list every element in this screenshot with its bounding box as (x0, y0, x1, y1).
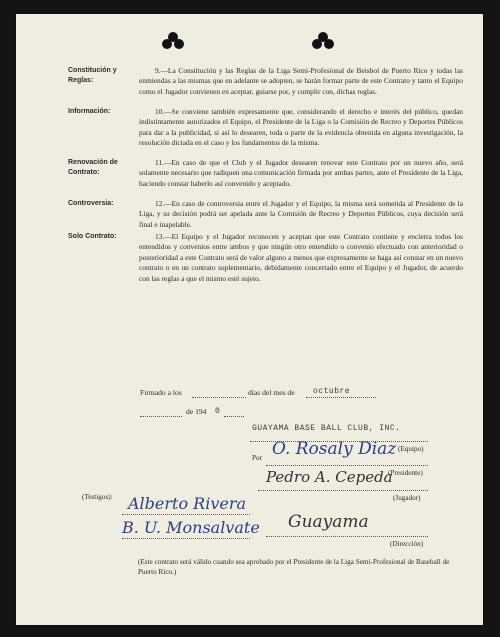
por-label: Por (252, 454, 262, 462)
contract-page (16, 14, 483, 625)
clause-text: 10.—Se conviene también expresamente que, considerando el derecho e interés del público, quedan indistintamente autorizados el Equipo, el Presidente de la Liga o la Comisión de Recreo y Deportes Públicos para dar a la publicidad, si así lo desearen, toda o parte de la evidencia obtenida en alguna investigación, la resolución dictada en el caso y los fundamentos de la misma. (139, 107, 463, 148)
clause-text: 13.—El Equipo y el Jugador reconocen y aceptan que este Contrato contiene y encierra todos los entendidos y convenios entre ambos y que ningún otro entendido o convenio efectuado con anterioridad o posterioridad a este Contrato será de valor alguno a menos que expresamente se haga así constar en un nuevo contrato o en un contrato suplementario, debidamente concertado entre el Equipo y el Jugador, de acuerdo con las reglas a que el mismo esté sujeto. (139, 232, 463, 283)
clause-text: 9.—La Constitución y las Reglas de la Liga Semi-Profesional de Beisbol de Puerto Rico y todas las enmiendas a las mismas que en adelante se adopten, se harán formar parte de este Contrato y tanto el Equipo como el Jugador convienen en aceptar, guiarse por, y cumplir con, dichas reglas. (139, 66, 463, 96)
validity-footnote: (Este contrato será válido cuando sea aprobado por el Presidente de la Liga Semi-Profesional de Baseball de Puerto Rico.) (138, 558, 450, 576)
player-line (258, 490, 428, 491)
clause-label: Información: (68, 108, 111, 115)
place-blank (140, 416, 182, 417)
presidente-label: (Presidente) (388, 469, 423, 477)
witness2-line (122, 538, 250, 539)
team-typed-name: GUAYAMA BASE BALL CLUB, INC. (252, 424, 401, 433)
address-signature: Guayama (288, 512, 369, 532)
direccion-label: (Dirección) (390, 540, 424, 548)
month-blank (306, 397, 376, 398)
year-digit: 0 (215, 407, 221, 416)
binder-hole-left (162, 32, 184, 52)
year-label: de 194 (186, 407, 207, 416)
clause-label: Controversia: (68, 200, 114, 207)
jugador-label: (Jugador) (393, 494, 421, 502)
president-signature: O. Rosaly Diaz (272, 439, 397, 459)
binder-hole-right (312, 32, 334, 52)
testigos-label: (Testigos): (82, 493, 113, 501)
firmado-label: Firmado a los (140, 388, 182, 397)
clause-controversia (68, 199, 463, 230)
day-blank (192, 397, 246, 398)
clause-label: Renovación de Contrato: (68, 159, 118, 177)
year-blank (224, 416, 244, 417)
month-value: octubre (313, 387, 351, 396)
clause-constitucion (68, 66, 463, 97)
clause-text: 11.—En caso de que el Club y el Jugador desearen renovar este Contrato por un nuevo año, será solamente necesario que radiquen una comunicación firmada por ambas partes, ante el Presidente de la Liga, haciendo constar haberlo así convenido y aceptado. (139, 158, 463, 188)
president-line (266, 465, 428, 466)
equipo-label: (Equipo) (398, 445, 424, 453)
clause-informacion (68, 107, 463, 149)
witness2-signature: B. U. Monsalvate (122, 518, 260, 537)
address-line (266, 536, 428, 537)
player-signature: Pedro A. Cepeda (266, 468, 393, 486)
clause-solo-contrato (68, 232, 463, 284)
witness1-signature: Alberto Rivera (128, 494, 247, 513)
dias-label: días del mes de (248, 388, 295, 397)
clause-label: Solo Contrato: (68, 233, 117, 240)
clause-text: 12.—En caso de controversia entre el Jugador y el Equipo, la misma será sometida al Presidente de la Liga, y su decisión podrá ser apelada ante la Comisión de Recreo y Deportes Públicos, cuya decisión será final e inapelable. (139, 199, 463, 229)
clause-label: Constitución y Reglas: (68, 67, 117, 85)
clause-renovacion (68, 158, 463, 189)
witness1-line (122, 514, 250, 515)
